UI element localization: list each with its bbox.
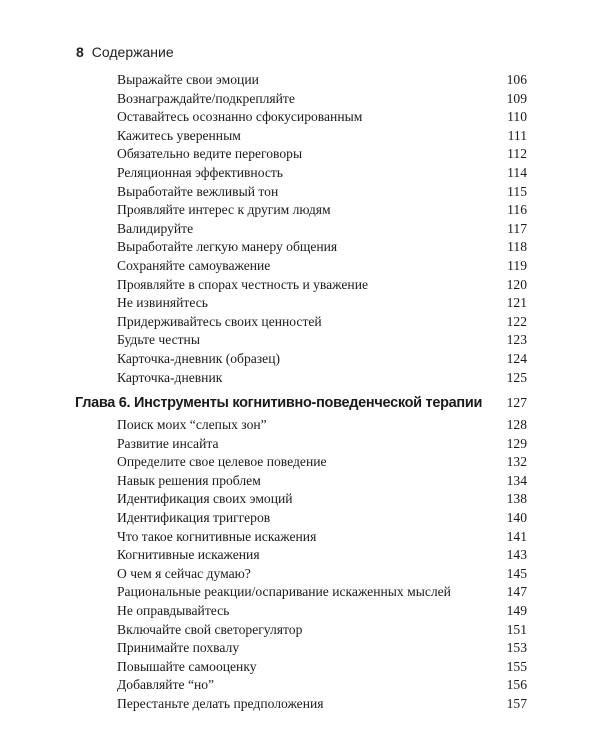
toc-entry-page: 123 (506, 332, 527, 348)
toc-entry (0, 509, 600, 527)
toc-entry-page: 117 (507, 220, 527, 236)
toc-entry-page: 106 (506, 72, 527, 87)
toc-entry-page: 111 (507, 127, 527, 143)
toc-entry-title: Идентификация триггеров (117, 510, 271, 525)
toc-entry (0, 490, 600, 508)
toc-entry (0, 164, 600, 182)
toc-entry (0, 602, 600, 620)
toc-entry-page: 121 (506, 295, 527, 311)
toc-entry-title: Будьте честны (117, 332, 200, 348)
toc-entry (0, 257, 600, 275)
toc-entry (0, 416, 600, 434)
toc-entry-title: Выработайте легкую манеру общения (117, 239, 338, 255)
toc-entry-page: 134 (506, 472, 527, 488)
toc-entry-page: 114 (507, 165, 527, 180)
toc-entry-page: 122 (506, 313, 527, 329)
toc-entry-title: О чем я сейчас думаю? (117, 565, 251, 581)
toc-entry-title: Развитие инсайта (117, 435, 219, 451)
toc-entry-title: Не извиняйтесь (117, 295, 208, 311)
toc-entry-title: Проявляйте в спорах честность и уважение (117, 276, 369, 292)
toc-entry-title: Определите свое целевое поведение (117, 454, 327, 470)
toc-entry (0, 350, 600, 368)
toc-entry-title: Включайте свой светорегулятор (117, 621, 303, 637)
toc-entry-page: 120 (506, 276, 527, 292)
toc-entry (0, 528, 600, 546)
toc-entry-title: Вознаграждайте/подкрепляйте (117, 90, 295, 106)
toc-entry-title: Навык решения проблем (117, 472, 261, 488)
running-header (76, 44, 174, 60)
toc-entry-page: 156 (506, 677, 527, 693)
toc-entry-title: Рациональные реакции/оспаривание искаженных мыслей (117, 584, 451, 600)
toc-entry (0, 453, 600, 471)
toc-entry-page: 109 (506, 90, 527, 106)
toc-entry-title: Повышайте самооценку (117, 658, 257, 674)
toc-entry-page: 116 (507, 202, 527, 218)
toc-entry (0, 127, 600, 145)
toc-entry-page: 119 (507, 258, 527, 273)
toc-entry-title: Валидируйте (117, 220, 194, 236)
page-number: 8 (76, 44, 84, 60)
toc-entry-page: 145 (506, 565, 527, 581)
toc-entry (0, 238, 600, 256)
toc-entry-page: 155 (506, 658, 527, 674)
toc-entry-page: 138 (506, 491, 527, 507)
toc-entry-title: Карточка-дневник (образец) (117, 351, 281, 366)
toc-entry-title: Карточка-дневник (117, 369, 223, 385)
chapter-heading (0, 394, 600, 412)
toc-entry (0, 676, 600, 694)
toc-entry-title: Оставайтесь осознанно сфокусированным (117, 109, 363, 125)
toc-entry (0, 313, 600, 331)
toc-entry-title: Что такое когнитивные искажения (117, 528, 317, 544)
toc-entry-page: 129 (506, 435, 527, 451)
toc-entry-title: Кажитесь уверенным (117, 127, 241, 143)
toc-entry-title: Не оправдывайтесь (117, 603, 230, 618)
toc-entry-title: Придерживайтесь своих ценностей (117, 313, 322, 329)
toc-entry (0, 658, 600, 676)
toc-entry-page: 141 (506, 528, 527, 544)
toc-entry-page: 149 (506, 603, 527, 618)
toc-entry-page: 147 (506, 584, 527, 600)
toc-entry (0, 639, 600, 657)
toc-entry-page: 143 (506, 547, 527, 563)
toc-entry-title: Проявляйте интерес к другим людям (117, 202, 331, 218)
chapter-title: Глава 6. Инструменты когнитивно-поведенческой терапии (75, 395, 483, 411)
toc-entry (0, 183, 600, 201)
toc-entry-title: Реляционная эффективность (117, 165, 283, 180)
toc-entry (0, 145, 600, 163)
toc-entry-title: Перестаньте делать предположения (117, 696, 324, 711)
toc-entry-page: 124 (506, 351, 527, 366)
toc-entry (0, 565, 600, 583)
toc-entry-page: 140 (506, 510, 527, 525)
toc-entry-title: Поиск моих “слепых зон” (117, 417, 267, 432)
toc-entry (0, 472, 600, 490)
toc-entry-page: 118 (507, 239, 527, 255)
toc-entry-title: Сохраняйте самоуважение (117, 258, 271, 273)
toc-entry-title: Выработайте вежливый тон (117, 183, 279, 199)
toc-entry (0, 435, 600, 453)
toc-entry-title: Добавляйте “но” (117, 677, 215, 693)
section-title: Содержание (91, 44, 174, 60)
toc-entry (0, 294, 600, 312)
toc-entry-page: 115 (507, 183, 527, 199)
toc-entry (0, 90, 600, 108)
toc-entry (0, 201, 600, 219)
toc-entry-page: 157 (506, 696, 527, 711)
toc-entry-page: 151 (506, 621, 527, 637)
toc-entry (0, 621, 600, 639)
toc-entry-page: 125 (506, 369, 527, 385)
toc-entry (0, 71, 600, 89)
toc-entry-title: Принимайте похвалу (117, 640, 240, 656)
toc-entry (0, 546, 600, 564)
toc-entry-page: 132 (506, 454, 527, 470)
toc-entry-page: 153 (506, 640, 527, 656)
toc-entry-title: Когнитивные искажения (117, 547, 260, 563)
toc-entry-title: Выражайте свои эмоции (117, 72, 259, 87)
toc-entry (0, 276, 600, 294)
chapter-page-number: 127 (506, 395, 527, 410)
toc-entry-page: 110 (507, 109, 527, 125)
toc-entry-title: Идентификация своих эмоций (117, 491, 293, 507)
toc-entry (0, 369, 600, 387)
toc-entry (0, 331, 600, 349)
toc-entry (0, 220, 600, 238)
toc-entry-title: Обязательно ведите переговоры (117, 146, 303, 162)
toc-entry (0, 108, 600, 126)
toc-entry (0, 583, 600, 601)
toc-entry-page: 112 (507, 146, 527, 162)
toc-entry-page: 128 (506, 417, 527, 432)
toc-entry (0, 695, 600, 713)
